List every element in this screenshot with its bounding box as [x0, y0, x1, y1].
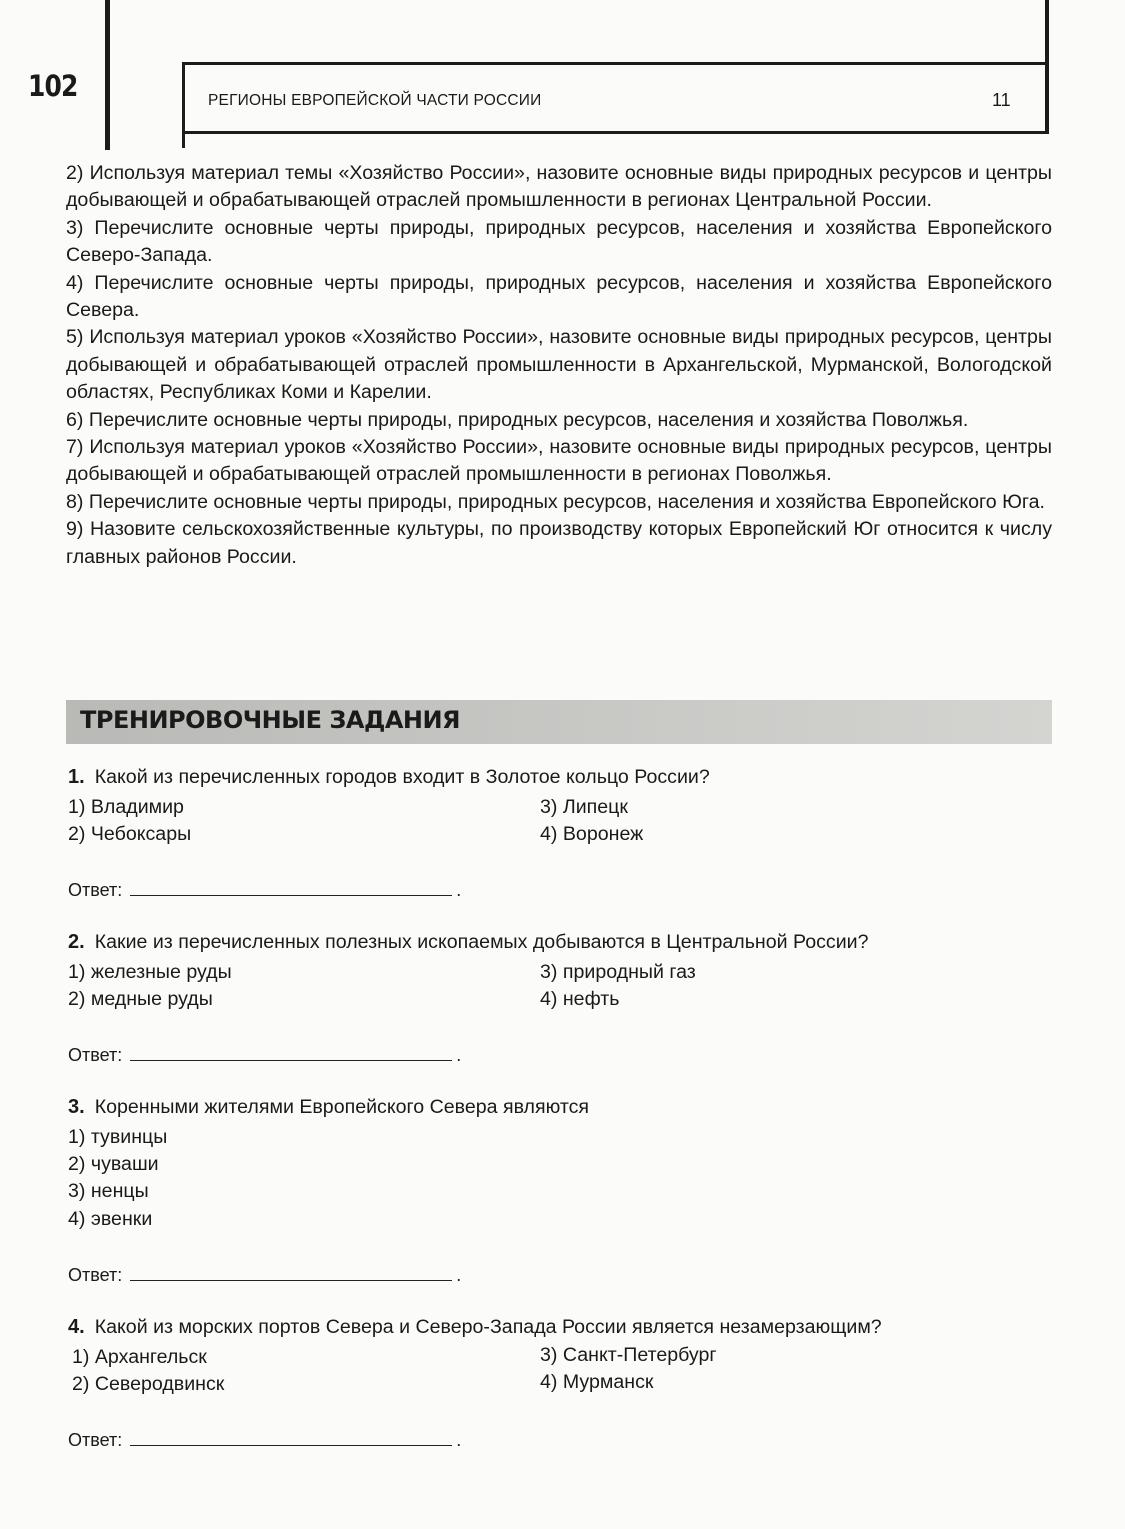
header-frame-right [1045, 0, 1049, 134]
answer-period: . [456, 880, 462, 900]
answer-option[interactable]: 1) тувинцы [68, 1126, 168, 1148]
task-number: 3. [68, 1096, 85, 1118]
task-number: 4. [68, 1316, 85, 1338]
task-question [66, 931, 869, 954]
task-question-text: Коренными жителями Европейского Севера являются [94, 1096, 590, 1118]
answer-field[interactable] [130, 1046, 452, 1061]
answer-option[interactable]: 1) железные руды [68, 961, 232, 983]
answer-option[interactable]: 1) Владимир [68, 796, 184, 818]
answer-label: Ответ: [68, 1265, 123, 1285]
review-question: 2) Используя материал темы «Хозяйство России», назовите основные виды природных ресурсов и центры добывающей и обрабатывающей отраслей промышленности в регионах Центральной России. [66, 162, 1052, 212]
review-questions [66, 160, 1052, 571]
chapter-number: 11 [992, 90, 1011, 110]
section-band [66, 700, 1052, 744]
answer-row [68, 1045, 461, 1066]
answer-period: . [456, 1265, 462, 1285]
answer-period: . [456, 1430, 462, 1450]
answer-option[interactable]: 2) чуваши [68, 1153, 159, 1175]
running-title: РЕГИОНЫ ЕВРОПЕЙСКОЙ ЧАСТИ РОССИИ [208, 92, 542, 109]
answer-field[interactable] [130, 1266, 452, 1281]
answer-option[interactable]: 3) природный газ [540, 961, 696, 983]
answer-option[interactable]: 1) Архангельск [72, 1346, 207, 1368]
task-question-text: Какой из перечисленных городов входит в Золотое кольцо России? [94, 766, 710, 788]
task-number: 1. [68, 766, 85, 788]
review-question: 9) Назовите сельскохозяйственные культуры, по производству которых Европейский Юг относится к числу главных районов России. [66, 518, 1052, 568]
task-question-text: Какие из перечисленных полезных ископаемых добываются в Центральной России? [94, 931, 869, 953]
answer-option[interactable]: 2) Чебоксары [68, 823, 192, 845]
page-number: 102 [28, 69, 78, 103]
answer-row [68, 1265, 461, 1286]
answer-row [68, 880, 461, 901]
review-question: 8) Перечислите основные черты природы, природных ресурсов, населения и хозяйства Европейского Юга. [66, 490, 1045, 513]
review-question: 4) Перечислите основные черты природы, природных ресурсов, населения и хозяйства Европейского Севера. [66, 271, 1052, 322]
header-frame-bottom [182, 131, 1049, 134]
answer-option[interactable]: 3) ненцы [68, 1180, 149, 1202]
task-number: 2. [68, 931, 85, 953]
answer-field[interactable] [130, 1431, 452, 1446]
review-question: 6) Перечислите основные черты природы, природных ресурсов, населения и хозяйства Поволжья. [66, 408, 969, 431]
header-left-rule [105, 0, 110, 150]
answer-option[interactable]: 2) Северодвинск [72, 1373, 225, 1395]
answer-field[interactable] [130, 881, 452, 896]
answer-label: Ответ: [68, 880, 123, 900]
answer-option[interactable]: 3) Санкт-Петербург [540, 1344, 717, 1366]
task-question [66, 1316, 882, 1339]
answer-label: Ответ: [68, 1045, 123, 1065]
answer-option[interactable]: 4) Воронеж [540, 823, 644, 845]
review-question: 7) Используя материал уроков «Хозяйство России», назовите основные виды природных ресурсов, центры добывающей и обрабатывающей отраслей промышленности в регионах Поволжья. [66, 436, 1052, 486]
task-question [66, 766, 710, 789]
review-question: 5) Используя материал уроков «Хозяйство России», назовите основные виды природных ресурсов, центры добывающей и обрабатывающей отраслей промышленности в Архангельской, Мурманской, Вологодской областях, Республиках Коми и Карелии. [66, 326, 1052, 404]
answer-label: Ответ: [68, 1430, 123, 1450]
answer-option[interactable]: 4) Мурманск [540, 1371, 654, 1393]
section-title: ТРЕНИРОВОЧНЫЕ ЗАДАНИЯ [80, 706, 461, 734]
task-question [66, 1096, 589, 1119]
task-question-text: Какой из морских портов Севера и Северо-Запада России является незамерзающим? [94, 1316, 882, 1338]
answer-period: . [456, 1045, 462, 1065]
answer-row [68, 1430, 461, 1451]
review-question: 3) Перечислите основные черты природы, природных ресурсов, населения и хозяйства Европейского Северо-Запада. [66, 216, 1052, 267]
answer-option[interactable]: 2) медные руды [68, 988, 213, 1010]
answer-option[interactable]: 4) нефть [540, 988, 620, 1010]
header-frame-left [182, 62, 185, 148]
answer-option[interactable]: 4) эвенки [68, 1208, 153, 1230]
header-frame-top [182, 62, 1048, 65]
answer-option[interactable]: 3) Липецк [540, 796, 628, 818]
